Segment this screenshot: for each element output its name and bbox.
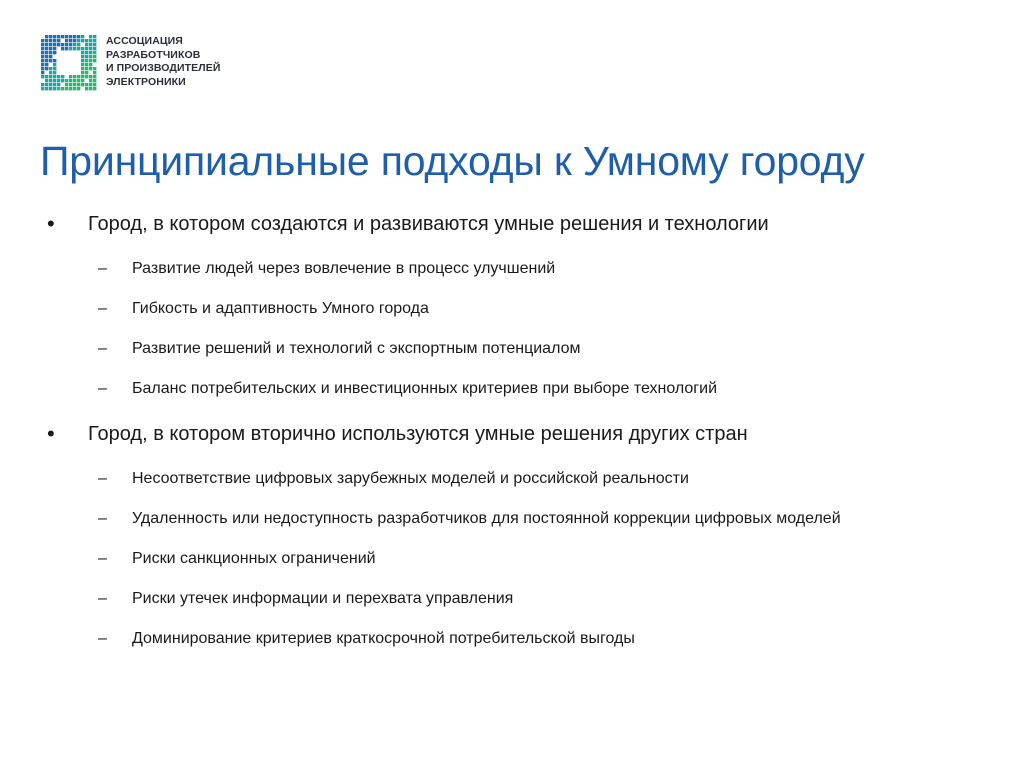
sub-item-text: Удаленность или недоступность разработчиков для постоянной коррекции цифровых моделей [132,510,841,527]
dash-marker: – [98,340,107,357]
dash-marker: – [98,630,107,647]
dash-marker: – [98,590,107,607]
sub-item [40,298,1000,320]
sub-item-text: Доминирование критериев краткосрочной потребительской выгоды [132,630,635,647]
logo-line: АССОЦИАЦИЯ [106,35,183,47]
slide-title: Принципиальные подходы к Умному городу [40,138,865,184]
logo-line: ЭЛЕКТРОНИКИ [106,75,186,88]
logo-text [106,35,220,89]
dash-marker: – [98,380,107,397]
sub-item [40,548,1000,570]
sub-item-text: Риски утечек информации и перехвата управления [132,590,514,607]
association-logo [40,34,220,92]
bullet-text: Город, в котором создаются и развиваются умные решения и технологии [88,213,769,235]
bullet-item [40,210,1000,238]
sub-item [40,378,1000,400]
sub-item-text: Развитие решений и технологий с экспортным потенциалом [132,340,581,357]
bullet-marker: • [47,211,55,236]
sub-item [40,258,1000,280]
dash-marker: – [98,550,107,567]
sub-item [40,508,1000,530]
slide-content [40,210,1000,650]
sub-item-text: Развитие людей через вовлечение в процесс улучшений [132,260,556,277]
sub-item [40,628,1000,650]
sub-item [40,588,1000,610]
sub-item [40,338,1000,360]
dash-marker: – [98,470,107,487]
sub-item-text: Риски санкционных ограничений [132,550,376,567]
logo-line: РАЗРАБОТЧИКОВ [106,48,201,61]
association-logo-icon [40,34,98,92]
dash-marker: – [98,260,107,277]
sub-item-text: Баланс потребительских и инвестиционных критериев при выборе технологий [132,380,718,397]
sub-item [40,468,1000,490]
bullet-marker: • [47,421,55,446]
logo-line: И ПРОИЗВОДИТЕЛЕЙ [106,62,221,74]
sub-item-text: Несоответствие цифровых зарубежных моделей и российской реальности [132,470,689,487]
bullet-text: Город, в котором вторично используются умные решения других стран [88,423,748,445]
sub-item-text: Гибкость и адаптивность Умного города [132,300,429,317]
dash-marker: – [98,510,107,527]
dash-marker: – [98,300,107,317]
bullet-item [40,420,1000,448]
